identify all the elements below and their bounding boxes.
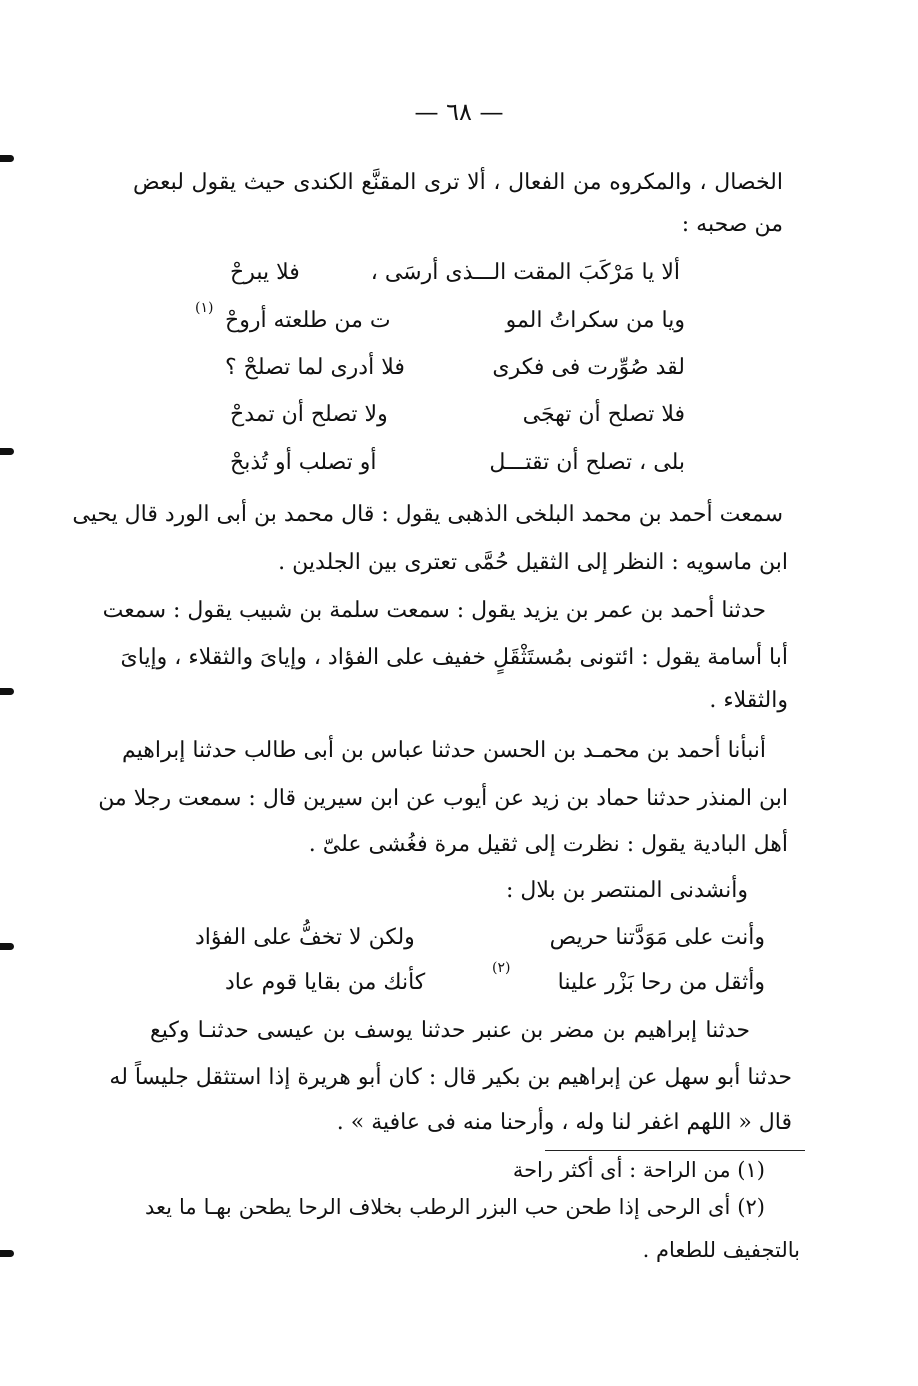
verse-left: ت من طلعته أروحْ [225,308,391,333]
text-line: قال « اللهم اغفر لنا وله ، وأرحنا منه فى عافية » . [336,1110,792,1135]
page-number: — ٦٨ — [414,98,504,126]
verse-right: ويا من سكراتُ المو [505,308,685,333]
text-line: حدثنا إبراهيم بن مضر بن عنبر حدثنا يوسف بن عيسى حدثنـا وكيع [150,1018,750,1043]
footnote: (٢) أى الرحى إذا طحن حب البزر الرطب بخلاف الرحا يطحن بهـا ما يعد [145,1195,765,1219]
text-line: ابن ماسويه : النظر إلى الثقيل حُمَّى تعترى بين الجلدين . [278,550,788,575]
text-line: أبا أسامة يقول : ائتونى بمُستَثْقَلٍ خفيف على الفؤاد ، وإياىَ والثقلاء ، وإياىَ [120,645,788,670]
verse-left: فلا أدرى لما تصلحْ ؟ [225,355,405,380]
verse-right: وأنت على مَوَدَّتنا حريص [549,925,765,950]
verse-right: فلا تصلح أن تهجَى [522,402,685,427]
footnote-separator [545,1150,805,1151]
verse-right: وأثقل من رحا بَزْر علينا [557,970,765,995]
text-line: والثقلاء . [709,688,788,713]
text-line: أنبأنا أحمد بن محمـد بن الحسن حدثنا عباس بن أبى طالب حدثنا إبراهيم [121,738,766,763]
footnote: بالتجفيف للطعام . [642,1238,800,1262]
edge-mark [0,155,14,162]
edge-mark [0,448,14,455]
verse-left: أو تصلب أو تُذبحْ [230,450,377,475]
verse-left: كأنك من بقايا قوم عاد [225,970,426,995]
footnote-ref: (١) [195,300,214,316]
verse-left: ولا تصلح أن تمدحْ [230,402,388,427]
verse-left: فلا يبرحْ [230,260,300,285]
verse-left: ولكن لا تخفُّ على الفؤاد [195,925,415,950]
text-line: حدثنا أحمد بن عمر بن يزيد يقول : سمعت سلمة بن شبيب يقول : سمعت [102,598,766,623]
footnote-ref: (٢) [492,960,511,976]
edge-mark [0,1250,14,1257]
verse-right: ألا يا مَرْكَبَ المقت الـــذى أرسَى ، [370,260,680,285]
edge-mark [0,688,14,695]
verse-right: لقد صُوِّرت فى فكرى [492,355,685,380]
text-line: من صحبه : [681,212,783,237]
text-line: وأنشدنى المنتصر بن بلال : [505,878,748,903]
edge-mark [0,943,14,950]
verse-right: بلى ، تصلح أن تقتـــل [489,450,685,475]
text-line: ابن المنذر حدثنا حماد بن زيد عن أيوب عن ابن سيرين قال : سمعت رجلا من [98,786,788,811]
text-line: حدثنا أبو سهل عن إبراهيم بن بكير قال : كان أبو هريرة إذا استثقل جليساً له [109,1065,792,1090]
text-line: أهل البادية يقول : نظرت إلى ثقيل مرة فغُشى علىّ . [308,832,788,857]
footnote: (١) من الراحة : أى أكثر راحة [512,1158,765,1182]
text-line: سمعت أحمد بن محمد البلخى الذهبى يقول : قال محمد بن أبى الورد قال يحيى [72,502,783,527]
text-line: الخصال ، والمكروه من الفعال ، ألا ترى المقنَّع الكندى حيث يقول لبعض [133,170,783,195]
